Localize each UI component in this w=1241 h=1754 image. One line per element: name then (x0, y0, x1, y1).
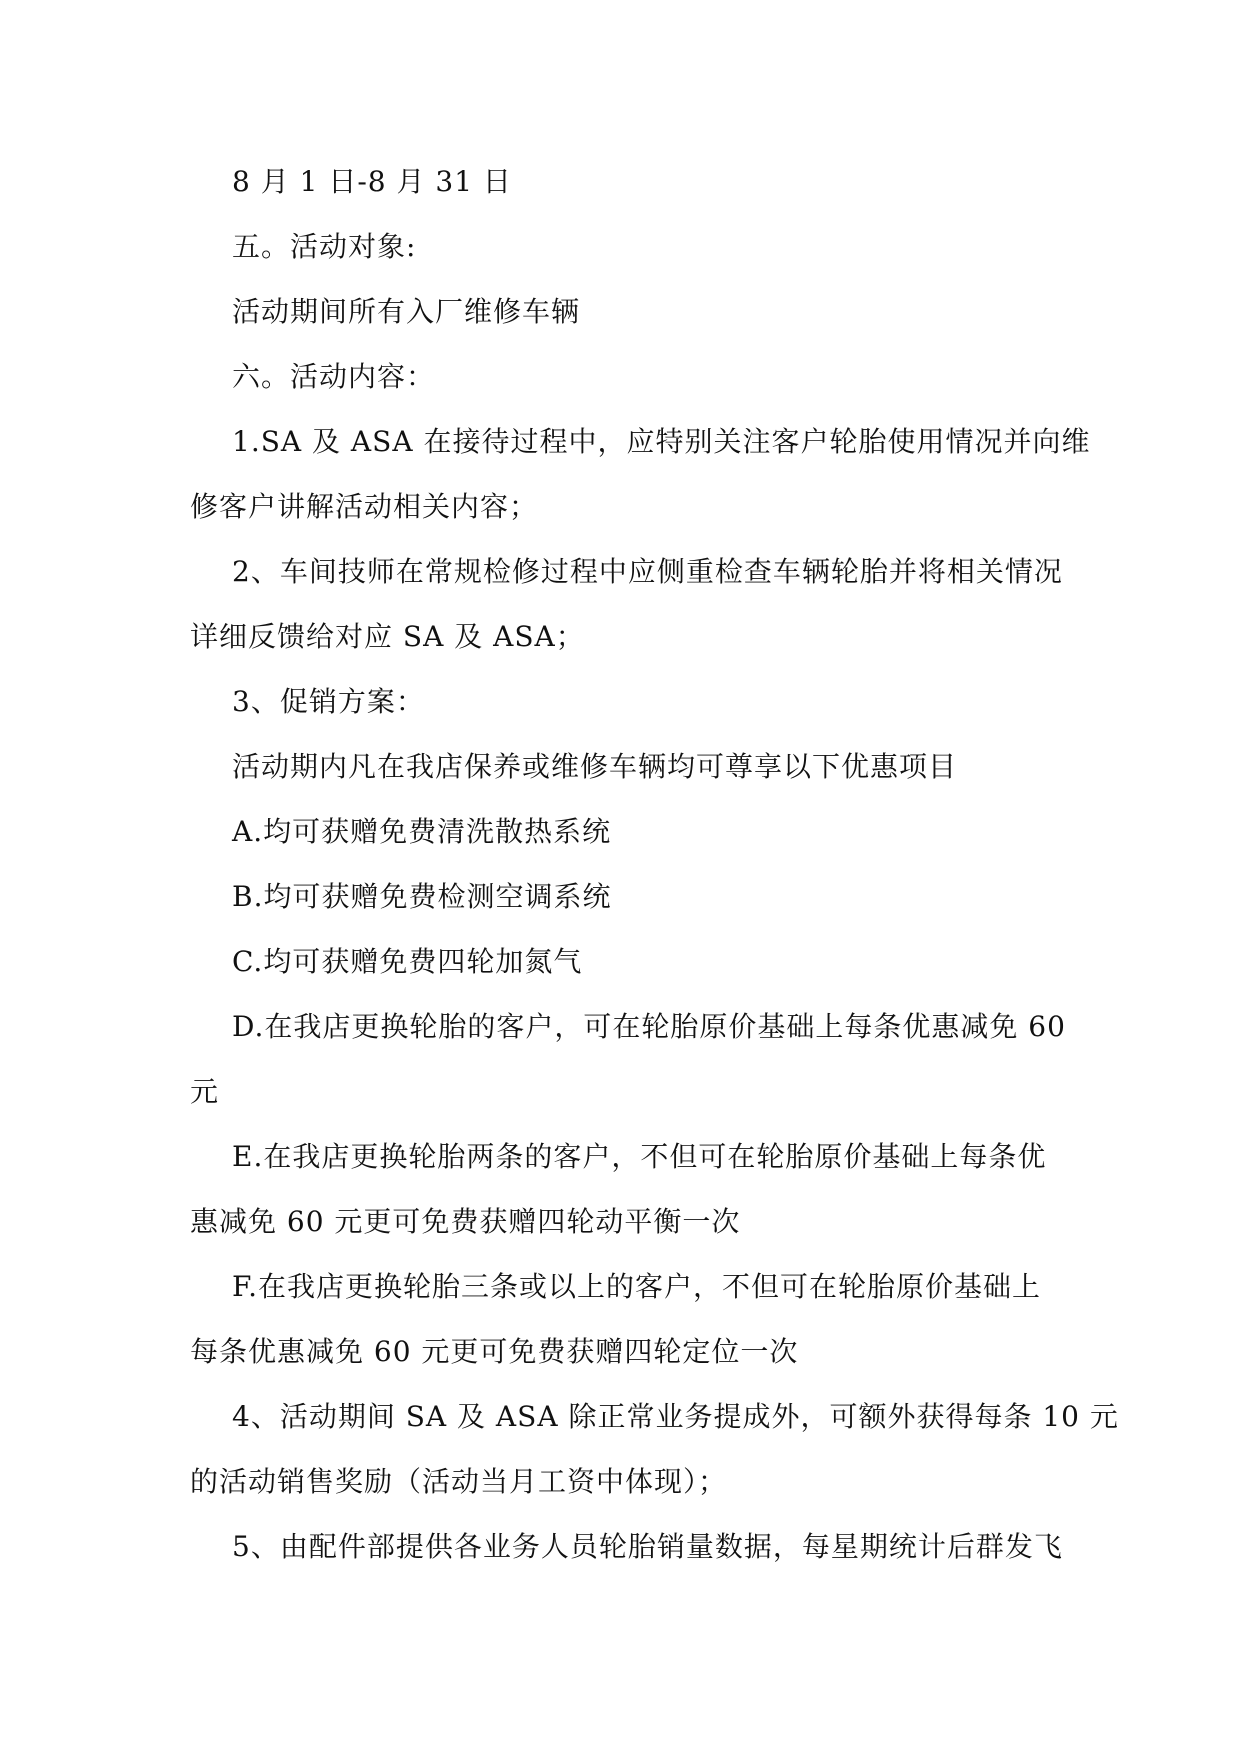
item-1-line-2: 修客户讲解活动相关内容； (190, 490, 539, 523)
item-2-line-1: 2、车间技师在常规检修过程中应侧重检查车辆轮胎并将相关情况 (232, 555, 1063, 588)
promotion-f-line-1: F.在我店更换轮胎三条或以上的客户，不但可在轮胎原价基础上 (232, 1270, 1041, 1303)
paragraph-target: 活动期间所有入厂维修车辆 (232, 295, 581, 328)
promotion-b: B.均可获赠免费检测空调系统 (232, 880, 612, 913)
promotion-intro: 活动期内凡在我店保养或维修车辆均可尊享以下优惠项目 (232, 750, 958, 783)
section-heading-content: 六。活动内容： (232, 360, 436, 393)
item-3-heading: 3、促销方案： (232, 685, 425, 718)
promotion-d-line-1: D.在我店更换轮胎的客户，可在轮胎原价基础上每条优惠减免 60 (232, 1010, 1066, 1043)
promotion-c: C.均可获赠免费四轮加氮气 (232, 945, 583, 978)
promotion-e-line-2: 惠减免 60 元更可免费获赠四轮动平衡一次 (190, 1205, 741, 1238)
item-2-line-2: 详细反馈给对应 SA 及 ASA； (190, 620, 585, 653)
promotion-a: A.均可获赠免费清洗散热系统 (232, 815, 612, 848)
promotion-e-line-1: E.在我店更换轮胎两条的客户，不但可在轮胎原价基础上每条优 (232, 1140, 1047, 1173)
item-4-line-2: 的活动销售奖励（活动当月工资中体现）； (190, 1465, 728, 1498)
item-4-line-1: 4、活动期间 SA 及 ASA 除正常业务提成外，可额外获得每条 10 元 (232, 1400, 1119, 1433)
promotion-d-line-2: 元 (190, 1075, 220, 1108)
paragraph-date-range: 8 月 1 日-8 月 31 日 (232, 165, 512, 198)
section-heading-target: 五。活动对象: (232, 230, 417, 263)
item-1-line-1: 1.SA 及 ASA 在接待过程中，应特别关注客户轮胎使用情况并向维 (232, 425, 1091, 458)
promotion-f-line-2: 每条优惠减免 60 元更可免费获赠四轮定位一次 (190, 1335, 799, 1368)
item-5-line-1: 5、由配件部提供各业务人员轮胎销量数据，每星期统计后群发飞 (232, 1530, 1063, 1563)
